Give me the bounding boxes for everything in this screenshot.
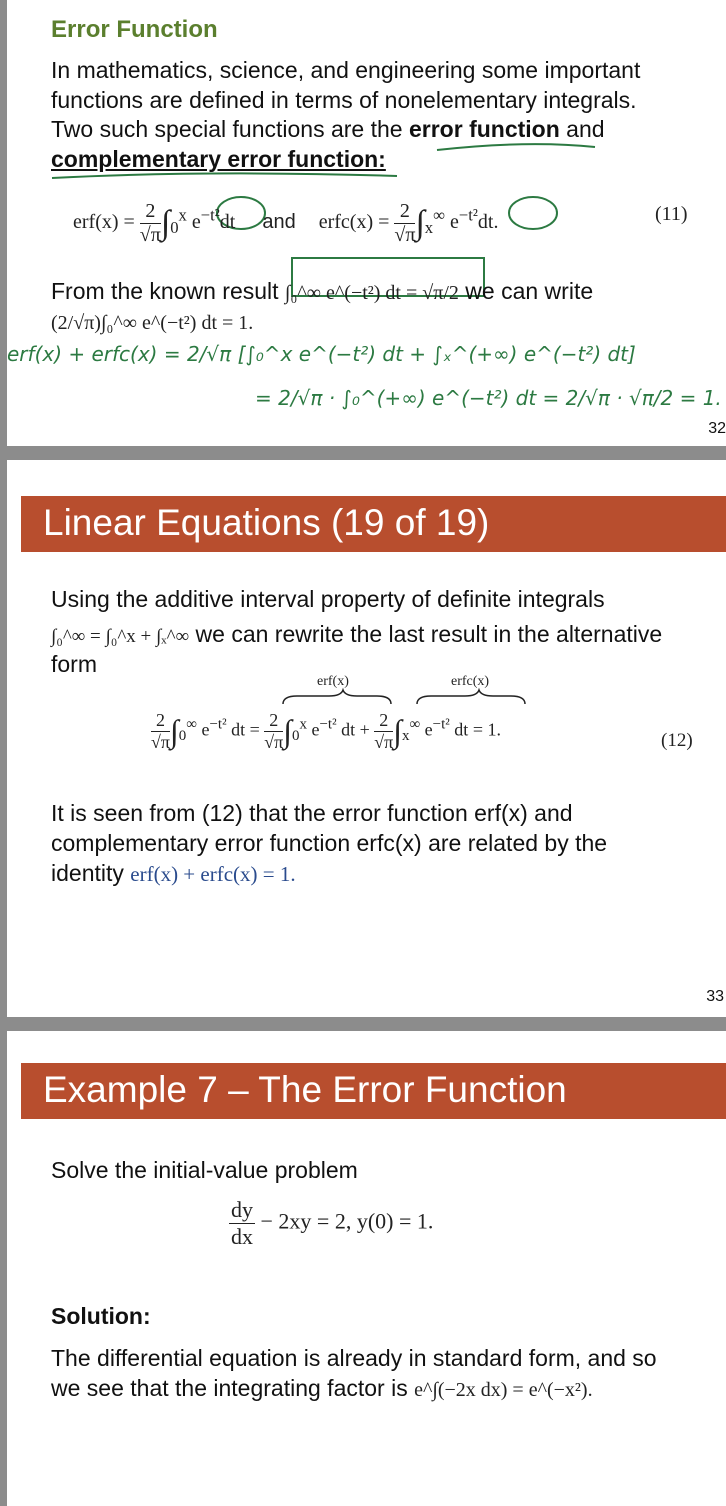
brace-label: erf(x) xyxy=(317,674,349,689)
text-run: we can write xyxy=(458,278,594,304)
paragraph-line: form xyxy=(51,651,97,677)
equation-number: (12) xyxy=(661,730,693,751)
handwritten-line-2: = 2/√π · ∫₀^(+∞) e^(−t²) dt = 2/√π · √π/2 = 1. xyxy=(255,386,722,410)
equation-11: erf(x) = $\frac{2}{√\pi}$ $\int_0^x$ $e^{-t^2}dt$ and erfc(x) = $\frac{2}{√\pi}$ $\int_x^\infty$ $e^{-t^2}dt$. xyxy=(73,200,499,246)
brace-label: erfc(x) xyxy=(451,674,490,689)
ode-rest: − 2xy = 2, y(0) = 1. xyxy=(260,1208,434,1234)
slide-title: Example 7 – The Error Function xyxy=(43,1069,567,1110)
paragraph-line: In mathematics, science, and engineering some important xyxy=(51,57,641,83)
paragraph-line: functions are defined in terms of nonelementary integrals. xyxy=(51,87,637,113)
text-run: Two such special functions are the xyxy=(51,116,409,142)
slide-example-7 xyxy=(7,1031,726,1506)
integral-identity: ∫₀^∞ = ∫₀^x + ∫ₓ^∞ xyxy=(51,626,190,647)
eq-tail: = 1. xyxy=(472,719,501,740)
slide-33 xyxy=(7,460,726,1017)
title-banner xyxy=(21,1063,726,1119)
text-run: we see that the integrating factor is xyxy=(51,1375,415,1401)
text-run: we can rewrite the last result in the alternative xyxy=(189,621,663,647)
bold-term: error function xyxy=(408,116,560,142)
fraction: $\frac{2}{√\pi}$ xyxy=(394,200,416,246)
solution-label: Solution: xyxy=(51,1303,151,1329)
known-formula: ∫₀^∞ e^(−t²) dt = √π/2 xyxy=(284,282,459,304)
equation-number: (11) xyxy=(655,203,688,225)
page-number: 32 xyxy=(708,420,726,437)
handwritten-line-1: erf(x) + erfc(x) = 2/√π [∫₀^x e^(−t²) dt + ∫ₓ^(+∞) e^(−t²) dt] xyxy=(7,342,636,366)
erf-label: erf(x) = xyxy=(73,211,140,234)
erfc-label: erfc(x) = xyxy=(318,211,395,234)
problem-statement: Solve the initial-value problem xyxy=(51,1157,358,1183)
integrating-factor: e^∫(−2x dx) = e^(−x²). xyxy=(414,1379,593,1401)
slide-heading: Error Function xyxy=(51,16,218,43)
known-result-formula: (2/√π)∫₀^∞ e^(−t²) dt = 1. xyxy=(51,312,254,334)
identity-formula: erf(x) + erfc(x) = 1. xyxy=(130,862,296,886)
page-number: 33 xyxy=(706,988,724,1005)
and-word: and xyxy=(262,211,296,234)
text-run: identity xyxy=(51,860,131,886)
known-result-line xyxy=(51,278,593,305)
text-run: and xyxy=(559,116,605,142)
paragraph-line: Using the additive interval property of definite integrals xyxy=(51,586,605,612)
paragraph-line xyxy=(51,1375,593,1402)
paragraph-line xyxy=(51,860,296,887)
paragraph-line: complementary error function erfc(x) are related by the xyxy=(51,830,608,856)
bold-term: complementary error function: xyxy=(51,146,386,172)
slide-title: Linear Equations (19 of 19) xyxy=(43,502,490,543)
ode-equation xyxy=(229,1197,433,1250)
equation-12: $\frac{2}{√\pi}$ $\int_0^\infty$ $e^{-t^2}$ dt = $\frac{2}{√\pi}$ $\int_0^x$ $e^{-t^2}$ dt + $\frac{2}{√\pi}$ $\int_x^\infty$ $e^{-t^2}$ dt = 1. xyxy=(151,710,501,752)
fraction: $\frac{2}{√\pi}$ xyxy=(139,200,161,246)
text-run: From the known result xyxy=(51,278,285,304)
slide-32 xyxy=(7,0,726,446)
derivative-fraction: $\frac{dy}{dx}$ xyxy=(231,1197,253,1249)
paragraph-line: It is seen from (12) that the error function erf(x) and xyxy=(51,800,573,826)
paragraph-line: The differential equation is already in standard form, and so xyxy=(51,1345,657,1371)
